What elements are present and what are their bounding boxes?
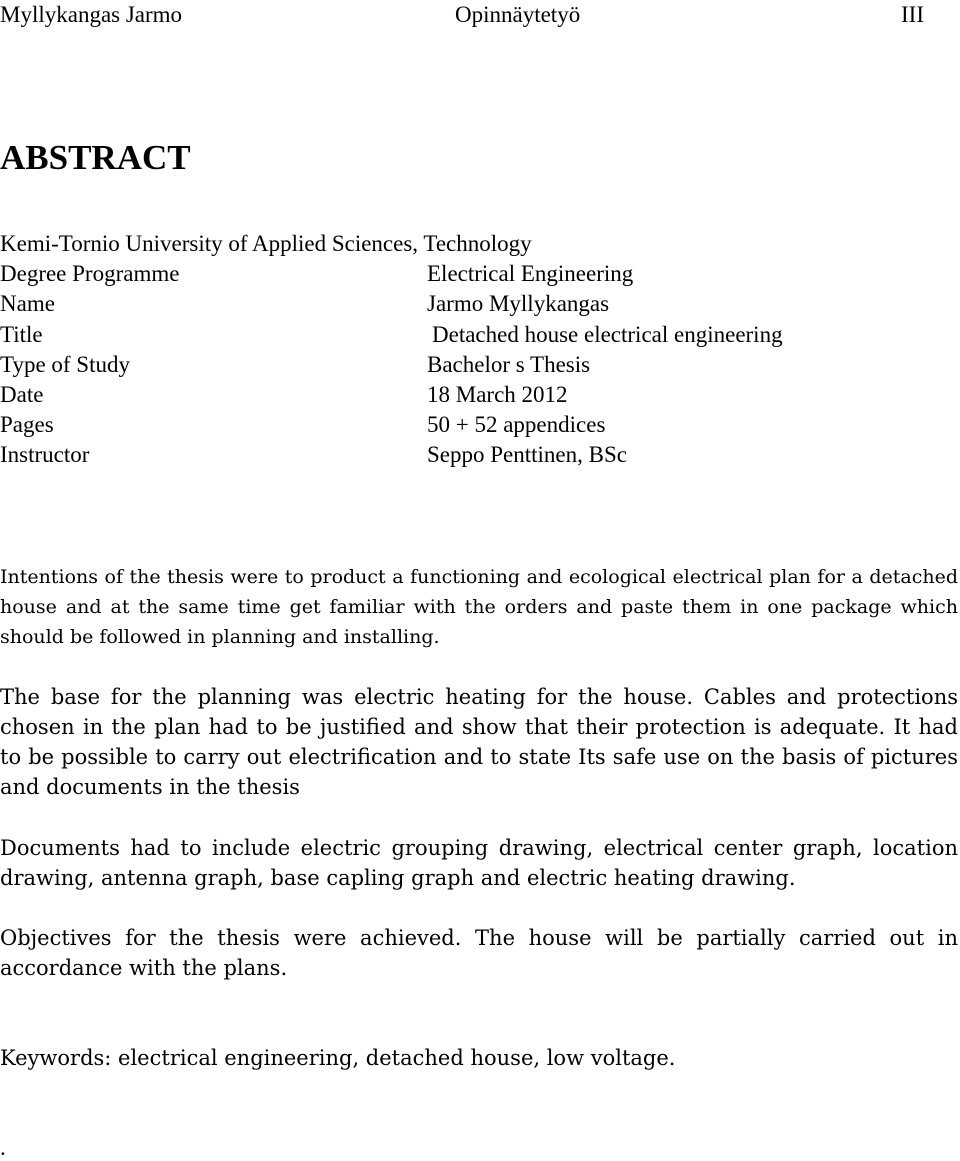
meta-label: Degree Programme [0, 261, 180, 287]
abstract-paragraph-intentions: Intentions of the thesis were to product a functioning and ecological electrical plan for a detached house and at the same time get familiar with the orders and paste them in one package which should be followed in planning and installing. [0, 566, 958, 648]
abstract-paragraph-documents: Documents had to include electric grouping drawing, electrical center graph, location drawing, antenna graph, base capling graph and electric heating drawing. [0, 836, 958, 890]
meta-label: Type of Study [0, 351, 130, 377]
meta-value: 50 + 52 appendices [427, 412, 606, 438]
meta-label: Date [0, 381, 44, 407]
university-line: Kemi-Tornio University of Applied Sciences, Technology [0, 231, 532, 256]
meta-value: Electrical Engineering [427, 261, 634, 287]
meta-row-university [0, 229, 960, 259]
keywords-line: Keywords: electrical engineering, detached house, low voltage. [0, 1046, 676, 1070]
meta-row-instructor [0, 440, 960, 470]
header-document-type: Opinnäytetyö [455, 2, 581, 27]
meta-value: Jarmo Myllykangas [427, 291, 610, 317]
page-title: ABSTRACT [0, 138, 191, 177]
meta-row-type-of-study [0, 350, 960, 380]
meta-row-title [0, 320, 960, 350]
meta-label: Pages [0, 412, 54, 438]
header-author: Myllykangas Jarmo [0, 2, 183, 27]
meta-label: Name [0, 291, 55, 317]
meta-label: Instructor [0, 442, 90, 468]
meta-value: Bachelor s Thesis [427, 351, 591, 377]
end-mark: . [0, 1135, 6, 1160]
abstract-metadata [0, 229, 960, 471]
meta-row-degree-programme [0, 259, 960, 289]
meta-row-date [0, 380, 960, 410]
meta-value: Seppo Penttinen, BSc [427, 442, 627, 468]
meta-label: Title [0, 321, 43, 347]
abstract-paragraph-objectives: Objectives for the thesis were achieved. The house will be partially carried out in accordance with the plans. [0, 926, 958, 980]
header-page-number: III [901, 2, 924, 27]
meta-value: Detached house electrical engineering [432, 321, 783, 347]
abstract-paragraph-planning-base: The base for the planning was electric heating for the house. Cables and protections chosen in the plan had to be justified and show that their protection is adequate. It had to be possible to carry out electrification and to state Its safe use on the basis of pictures and documents in the thesis [0, 685, 958, 799]
meta-row-pages [0, 410, 960, 440]
meta-row-name [0, 289, 960, 319]
meta-value: 18 March 2012 [427, 381, 568, 407]
